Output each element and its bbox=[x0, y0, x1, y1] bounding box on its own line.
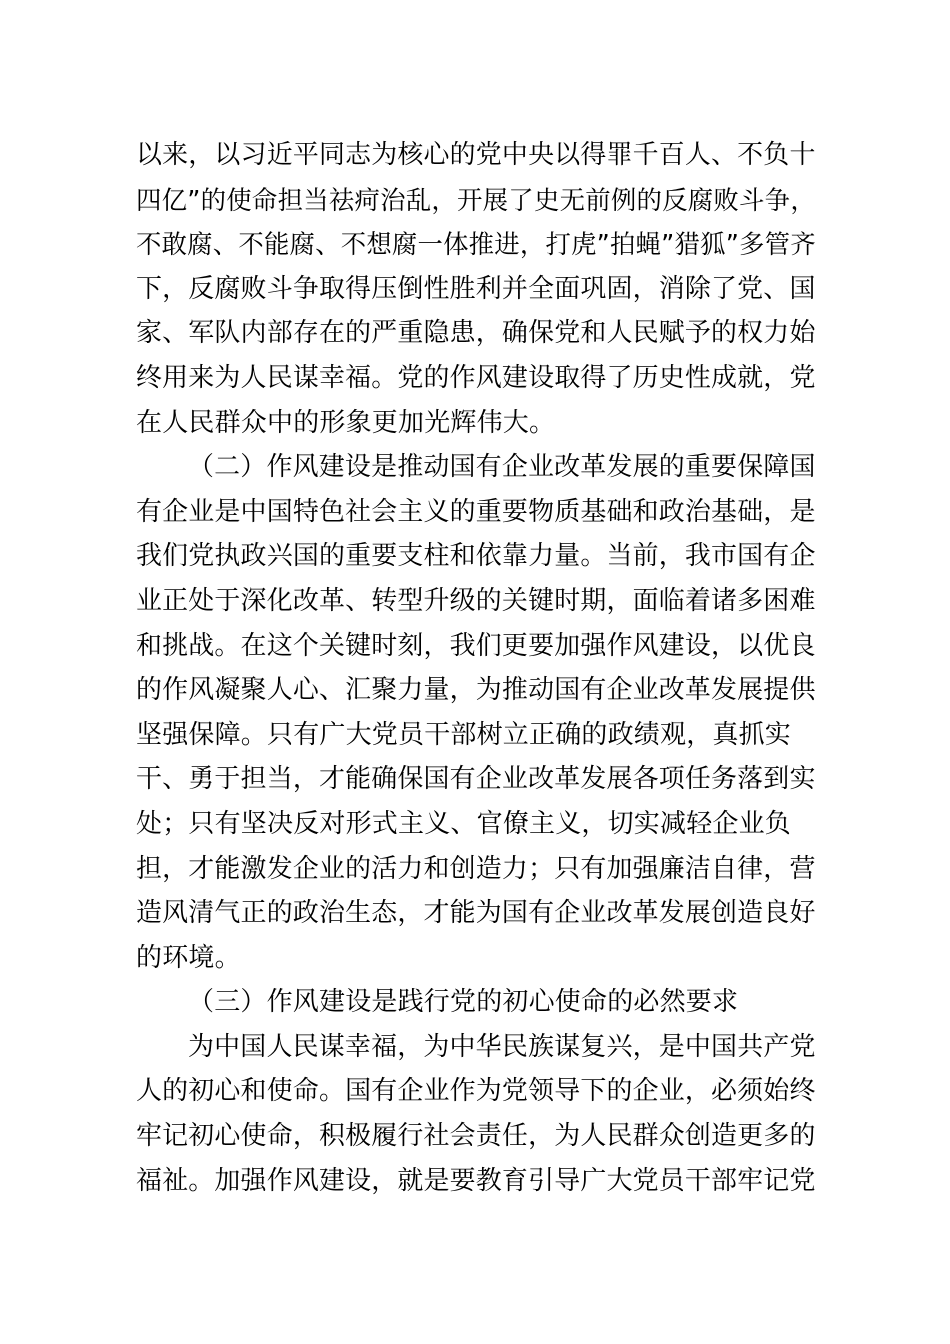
text-line: 家、军队内部存在的严重隐患，确保党和人民赋予的权力始 bbox=[136, 318, 816, 349]
section-heading-2: （二）作风建设是推动国有企业改革发展的重要保障国 bbox=[188, 452, 816, 483]
text-line: 坚强保障。只有广大党员干部树立正确的政绩观，真抓实 bbox=[136, 719, 792, 750]
text-line: 的环境。 bbox=[136, 942, 241, 973]
section-heading-3: （三）作风建设是践行党的初心使命的必然要求 bbox=[188, 987, 739, 1018]
text-line: 人的初心和使命。国有企业作为党领导下的企业，必须始终 bbox=[136, 1076, 816, 1107]
document-body bbox=[136, 133, 816, 1203]
text-line: 业正处于深化改革、转型升级的关键时期，面临着诸多困难 bbox=[136, 585, 816, 616]
text-line: 四亿”的使命担当祛疴治乱，开展了史无前例的反腐败斗争， bbox=[136, 184, 816, 215]
text-line: 的作风凝聚人心、汇聚力量，为推动国有企业改革发展提供 bbox=[136, 675, 816, 706]
text-line: 牢记初心使命，积极履行社会责任，为人民群众创造更多的 bbox=[136, 1121, 816, 1152]
text-line: 我们党执政兴国的重要支柱和依靠力量。当前，我市国有企 bbox=[136, 541, 816, 572]
text-line: 和挑战。在这个关键时刻，我们更要加强作风建设，以优良 bbox=[136, 630, 816, 661]
text-line: 以来，以习近平同志为核心的党中央以得罪千百人、不负十 bbox=[136, 140, 816, 170]
text-line: 下，反腐败斗争取得压倒性胜利并全面巩固，消除了党、国 bbox=[136, 273, 816, 304]
text-line: 有企业是中国特色社会主义的重要物质基础和政治基础，是 bbox=[136, 496, 816, 527]
text-line: 不敢腐、不能腐、不想腐一体推进，打虎”拍蝇”猎狐”多管齐 bbox=[136, 229, 816, 260]
text-line: 担，才能激发企业的活力和创造力；只有加强廉洁自律，营 bbox=[136, 853, 816, 884]
text-line: 在人民群众中的形象更加光辉伟大。 bbox=[136, 407, 556, 438]
text-line: 处；只有坚决反对形式主义、官僚主义，切实减轻企业负 bbox=[136, 808, 792, 839]
text-line: 终用来为人民谋幸福。党的作风建设取得了历史性成就，党 bbox=[136, 362, 816, 393]
text-line: 福祉。加强作风建设，就是要教育引导广大党员干部牢记党 bbox=[136, 1165, 816, 1196]
paragraph-first-line: 为中国人民谋幸福，为中华民族谋复兴，是中国共产党 bbox=[188, 1031, 816, 1062]
text-line: 干、勇于担当，才能确保国有企业改革发展各项任务落到实 bbox=[136, 764, 816, 795]
text-line: 造风清气正的政治生态，才能为国有企业改革发展创造良好 bbox=[136, 898, 816, 929]
